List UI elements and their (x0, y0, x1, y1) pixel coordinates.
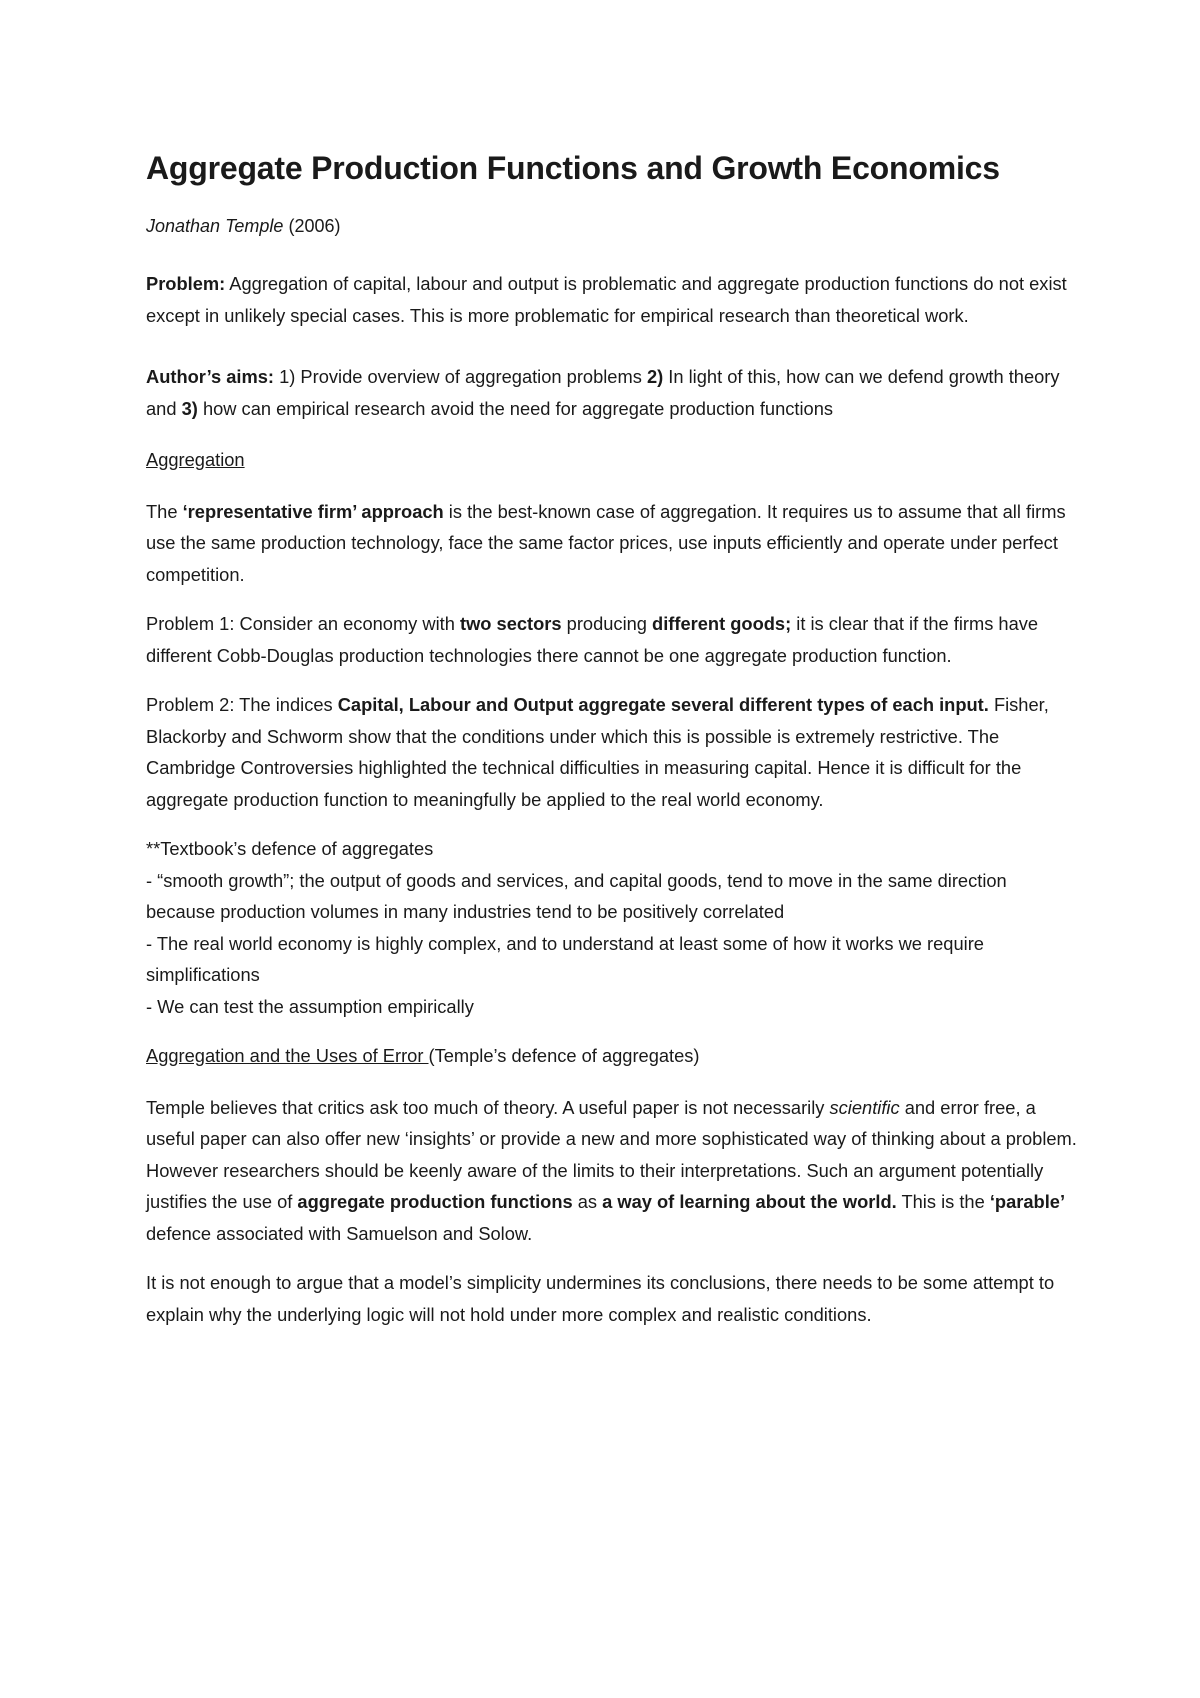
temple-text-4: This is the (896, 1191, 990, 1212)
temple-text-3: as (572, 1191, 603, 1212)
rep-firm-pre: The (146, 500, 183, 522)
problem-1-bold-2: different goods; (652, 613, 792, 634)
problem-2-text-1: The indices (234, 694, 338, 715)
problem-1-bold-1: two sectors (460, 613, 562, 634)
rep-firm-bold: ‘representative firm’ approach (182, 500, 444, 522)
aims-text-2: In light of this, how can we defend growth theory and (146, 366, 1060, 419)
temple-italic-1: scientific (829, 1096, 900, 1118)
problem-label: Problem: (146, 273, 226, 294)
problem-2-paragraph (146, 689, 1080, 815)
problem-paragraph (146, 268, 1080, 331)
temple-bold-3: ‘parable’ (989, 1191, 1066, 1212)
problem-1-text-1: Consider an economy with (234, 613, 460, 634)
aims-paragraph (146, 361, 1080, 424)
list-item: - The real world economy is highly complex, and to understand at least some of how it works we require simplifications (146, 932, 984, 985)
list-item: - We can test the assumption empirically (146, 995, 474, 1017)
temple-bold-1: aggregate production functions (297, 1191, 573, 1212)
representative-firm-paragraph (146, 496, 1080, 591)
aims-num-2: 2) (646, 366, 664, 387)
problem-1-label: Problem 1: (146, 613, 235, 634)
temple-text-1: Temple believes that critics ask too much of theory. A useful paper is not necessarily (146, 1096, 830, 1118)
uses-of-error-heading: Aggregation and the Uses of Error (146, 1045, 429, 1066)
aims-text-1: 1) Provide overview of aggregation problems (274, 366, 647, 387)
temple-text-5: defence associated with Samuelson and Solow. (146, 1222, 533, 1244)
model-simplicity-paragraph: It is not enough to argue that a model’s simplicity undermines its conclusions, there needs to be some attempt to explain why the underlying logic will not hold under more complex and realistic conditions. (146, 1272, 1055, 1325)
aims-text-3: how can empirical research avoid the need for aggregate production functions (197, 397, 834, 419)
publication-year: (2006) (288, 216, 341, 236)
problem-1-text-2: producing (561, 613, 653, 634)
problem-text: Aggregation of capital, labour and output is problematic and aggregate production functions do not exist except in unlikely special cases. This is more problematic for empirical research than theoretical work. (146, 273, 1067, 326)
problem-1-paragraph (146, 608, 1080, 671)
author-name: Jonathan Temple (146, 216, 284, 236)
problem-2-text-2: Fisher, Blackorby and Schworm show that the conditions under which this is possible is extremely restrictive. The Cambridge Controversies highlighted the technical difficulties in measuring capital. Hence it is difficult for the aggregate production function to meaningfully be applied to the real world economy. (146, 694, 1049, 810)
temple-text-2: and error free, a useful paper can also offer new ‘insights’ or provide a new and more sophisticated way of thinking about a problem. However researchers should be keenly aware of the limits to their interpretations. Such an argument potentially justifies the use of (146, 1096, 1077, 1212)
section-heading-aggregation: Aggregation (146, 449, 245, 470)
byline (146, 214, 1080, 238)
textbook-defence-heading: **Textbook’s defence of aggregates (146, 838, 434, 859)
textbook-defence-block (146, 833, 1080, 1022)
section-heading-uses-of-error (146, 1040, 1080, 1072)
aims-num-3: 3) (181, 397, 198, 419)
rep-firm-post: is the best-known case of aggregation. It requires us to assume that all firms use the same production technology, face the same factor prices, use inputs efficiently and operate under perfect competition. (146, 500, 1066, 585)
problem-2-bold-1: Capital, Labour and Output aggregate several different types of each input. (337, 694, 989, 715)
uses-of-error-heading-suffix: (Temple’s defence of aggregates) (428, 1045, 700, 1066)
document-title: Aggregate Production Functions and Growth Economics (146, 150, 1000, 186)
problem-1-text-3: it is clear that if the firms have different Cobb-Douglas production technologies there cannot be one aggregate production function. (146, 613, 1039, 666)
problem-2-label: Problem 2: (146, 694, 235, 715)
temple-bold-2: a way of learning about the world. (602, 1191, 897, 1212)
aims-label: Author’s aims: (146, 366, 274, 387)
temple-defence-paragraph (146, 1092, 1080, 1250)
list-item: - “smooth growth”; the output of goods and services, and capital goods, tend to move in the same direction because production volumes in many industries tend to be positively correlated (146, 869, 1007, 922)
